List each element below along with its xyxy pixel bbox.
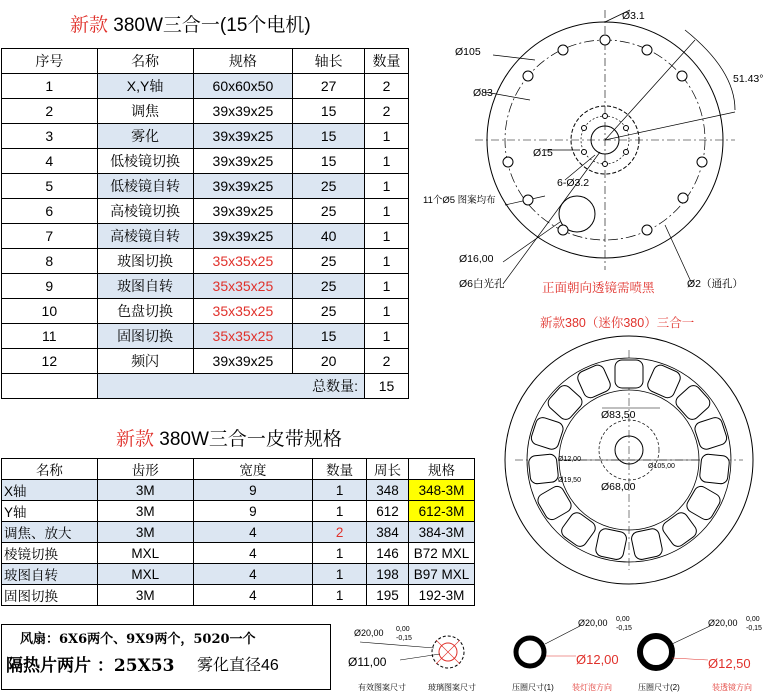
caption-ring1: 压圈尺寸(1) [512,683,554,692]
gobo-slot [528,454,559,485]
table-row [2,543,475,564]
cell: 20 [293,349,365,374]
dim-d105: Ø105,00 [648,463,675,470]
cell: 35x35x25 [193,299,293,324]
header-cell: 名称 [97,49,193,74]
cell: 1 [313,501,367,522]
cell: 192-3M [409,585,475,606]
cell: 1 [365,149,409,174]
cell [2,374,98,399]
cell: 1 [313,585,367,606]
dim-d12-5: Ø12,50 [708,656,751,671]
dim-d83: Ø83 [473,87,493,99]
table-row [2,249,409,274]
dim-a-1: Ø20,00 [354,628,384,638]
table-row [2,99,409,124]
dim-a-2: Ø20,00 [578,618,608,628]
total-row [2,374,409,399]
belt-header-row [2,459,475,480]
dim-d3-1: Ø3.1 [622,10,645,22]
cell: 7 [2,224,98,249]
cell: 15 [293,324,365,349]
cell: B97 MXL [409,564,475,585]
cell: 2 [365,99,409,124]
dim-a-3: Ø20,00 [708,618,738,628]
heatsink-note: 隔热片两片 ：25X53 [6,656,175,676]
belt-table-title [116,424,342,451]
header-cell: 序号 [2,49,98,74]
cell: 玻图自转 [97,274,193,299]
header-cell: 规格 [409,459,475,480]
total-value: 15 [365,374,409,399]
table-row [2,149,409,174]
table-row [2,324,409,349]
cell: 3M [97,585,193,606]
gobo-slot [576,363,613,400]
cell: MXL [97,564,193,585]
table-row [2,224,409,249]
cell: 27 [293,74,365,99]
dim-angle: 51.43° [733,73,764,85]
cell: 384 [367,522,409,543]
gobo-slot [559,510,598,549]
tol-dn-3: -0,15 [746,625,762,632]
mini-wheel-title: 新款380（迷你380）三合一 [540,316,695,330]
cell: 9 [2,274,98,299]
table-row [2,74,409,99]
cell: 固图切换 [2,585,98,606]
cell: 25 [293,199,365,224]
motor-table [1,48,409,399]
header-cell: 轴长 [293,49,365,74]
cell: 25 [293,174,365,199]
cell: 40 [293,224,365,249]
cell: 玻图自转 [2,564,98,585]
gobo-slot [645,363,682,400]
notes-box [1,624,331,690]
table-row [2,480,475,501]
cell: 25 [293,249,365,274]
cell: 固图切换 [97,324,193,349]
cell: 1 [365,224,409,249]
header-cell: 规格 [193,49,293,74]
header-cell: 名称 [2,459,98,480]
cell: 4 [193,522,313,543]
cell: 1 [313,543,367,564]
cell: 2 [365,74,409,99]
table-row [2,199,409,224]
cell: 调焦、放大 [2,522,98,543]
cell: 棱镜切换 [2,543,98,564]
gobo-slot [545,383,585,423]
cell: 35x35x25 [193,324,293,349]
cell: 3M [97,522,193,543]
table-row [2,124,409,149]
cell: 348 [367,480,409,501]
cell: 1 [2,74,98,99]
cell: 1 [365,124,409,149]
table-row [2,522,475,543]
cell: 玻图切换 [97,249,193,274]
cell: 2 [365,349,409,374]
cell: 4 [2,149,98,174]
cell: 348-3M [409,480,475,501]
dim-d6: Ø6白光孔 [459,278,505,290]
tol-dn-2: -0,15 [616,625,632,632]
fan-note: 风扇：6X6两个、9X9两个，5020一个 [20,632,256,647]
caption-ring2: 压圈尺寸(2) [638,683,680,692]
table-row [2,274,409,299]
cell: 195 [367,585,409,606]
tol-dn-1: -0,15 [396,635,412,642]
dim-d105: Ø105 [455,46,481,58]
dim-holes6: 6-Ø3.2 [557,177,590,189]
cell: 25 [293,299,365,324]
gobo-slot [684,484,722,522]
cell: 11 [2,324,98,349]
cell: MXL [97,543,193,564]
cell: 4 [193,543,313,564]
cell: 低棱镜切换 [97,149,193,174]
cell: 5 [2,174,98,199]
cell: 雾化 [97,124,193,149]
cell: 8 [2,249,98,274]
cell: 1 [365,299,409,324]
title-text: 380W三合一(15个电机) [108,15,311,36]
cell: 35x35x25 [193,274,293,299]
table-row [2,299,409,324]
caption-glass: 玻璃图案尺寸 [428,683,476,692]
cell: 39x39x25 [193,149,293,174]
tol-up-3: 0,00 [746,616,760,623]
cell: 1 [313,564,367,585]
cell: 39x39x25 [193,349,293,374]
cell: 1 [365,249,409,274]
cell: 35x35x25 [193,249,293,274]
gobo-slot [535,484,573,522]
dim-d68: Ø68,00 [601,481,636,493]
cell: 39x39x25 [193,174,293,199]
cell: 612 [367,501,409,522]
cell: 15 [293,99,365,124]
cell: 25 [293,274,365,299]
cell: 低棱镜自转 [97,174,193,199]
cell: 12 [2,349,98,374]
cell: Y轴 [2,501,98,522]
fog-note: 雾化直径46 [197,657,279,674]
cell: 39x39x25 [193,124,293,149]
motor-header-row [2,49,409,74]
gobo-plate-drawing [415,0,778,300]
cell: 15 [293,124,365,149]
dim-holes11: 11个Ø5 图案均布 [423,195,496,206]
cell: 1 [365,274,409,299]
cell: 2 [313,522,367,543]
cell: 10 [2,299,98,324]
cell: 15 [293,149,365,174]
cell: 39x39x25 [193,199,293,224]
cell: 1 [365,324,409,349]
total-label: 总数量: [97,374,364,399]
gobo-slot [595,528,628,561]
title-new-tag: 新款 [116,429,155,450]
cell: X,Y轴 [97,74,193,99]
cell: 39x39x25 [193,224,293,249]
caption-effective: 有效图案尺寸 [358,683,406,692]
cell: 60x60x50 [193,74,293,99]
title-text: 380W三合一皮带规格 [154,429,342,450]
cell: 198 [367,564,409,585]
cell: 39x39x25 [193,99,293,124]
cell: 3 [2,124,98,149]
belt-table [1,458,475,606]
cell: 384-3M [409,522,475,543]
cell: B72 MXL [409,543,475,564]
header-cell: 齿形 [97,459,193,480]
gobo-slot [615,360,643,388]
cell: 1 [365,174,409,199]
cell: 1 [313,480,367,501]
cell: 9 [193,501,313,522]
title-new-tag: 新款 [70,15,109,36]
dim-d16: Ø16,00 [459,253,494,265]
gobo-slot [699,454,730,485]
cell: 3M [97,501,193,522]
dim-d19-5: Ø19,50 [558,477,581,484]
mini-wheel-drawing [500,330,778,598]
caption-lamp-dir: 装灯泡方向 [572,683,612,692]
dim-d12: Ø12,00 [576,652,619,667]
header-cell: 宽度 [193,459,313,480]
cell: 频闪 [97,349,193,374]
cell: 612-3M [409,501,475,522]
cell: 1 [365,199,409,224]
header-cell: 周长 [367,459,409,480]
cell: 色盘切换 [97,299,193,324]
gobo-slot [660,510,699,549]
caption-lens-dir: 装透镜方向 [712,683,752,692]
header-cell: 数量 [313,459,367,480]
gobo-slot [630,528,663,561]
table-row [2,349,409,374]
header-cell: 数量 [365,49,409,74]
spray-black-note: 正面朝向透镜需喷黑 [542,281,655,295]
cell: 9 [193,480,313,501]
table-row [2,564,475,585]
tol-up-1: 0,00 [396,626,410,633]
table-row [2,174,409,199]
cell: 146 [367,543,409,564]
dim-d2: Ø2（通孔） [687,278,744,290]
motor-table-title [70,10,311,37]
cell: 6 [2,199,98,224]
table-row [2,501,475,522]
dim-d11: Ø11,00 [348,655,387,669]
dim-d12: Ø12,00 [558,456,581,463]
dim-d83-50: Ø83,50 [601,409,636,421]
cell: 高棱镜切换 [97,199,193,224]
cell: 高棱镜自转 [97,224,193,249]
cell: 4 [193,585,313,606]
tol-up-2: 0,00 [616,616,630,623]
cell: X轴 [2,480,98,501]
cell: 调焦 [97,99,193,124]
table-row [2,585,475,606]
cell: 4 [193,564,313,585]
cell: 3M [97,480,193,501]
ring-dimensions-drawing [340,604,778,694]
gobo-slot [673,383,713,423]
dim-d15: Ø15 [533,147,553,159]
cell: 2 [2,99,98,124]
